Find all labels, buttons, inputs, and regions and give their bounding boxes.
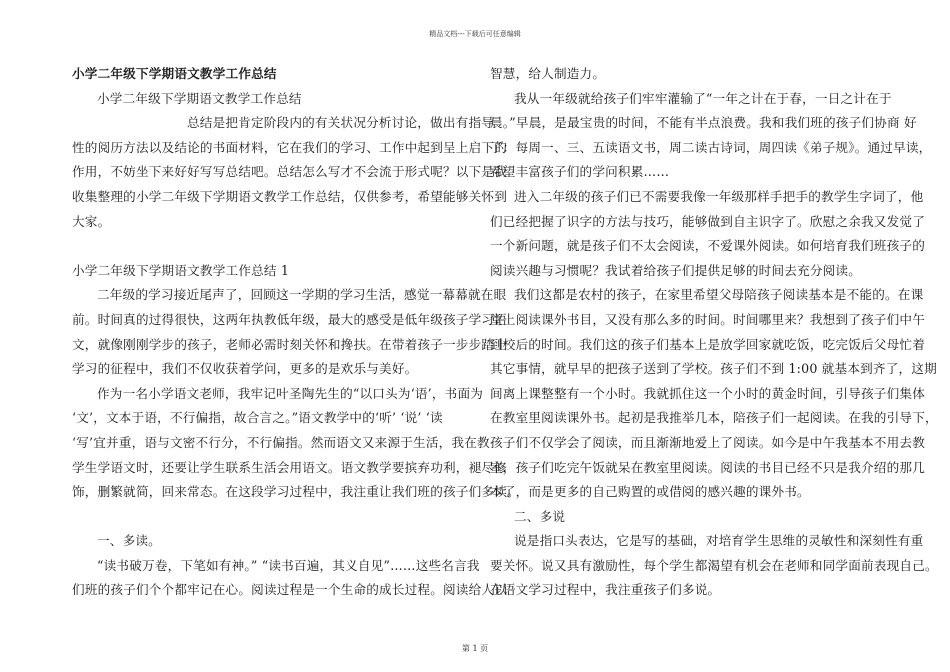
- page-header: 精品文档---下载后可任意编辑: [429, 30, 521, 38]
- text-line: 要关怀。说又具有激励性，每个学生都渴望有机会在老师和同学面前表现自己。: [490, 557, 938, 573]
- document-title: 小学二年级下学期语文教学工作总结: [72, 66, 277, 81]
- text-line: 智慧，给人制造力。: [490, 66, 606, 81]
- text-line: 希望丰富孩子们的学问积累……: [490, 164, 670, 180]
- text-line: 我从一年级就给孩子们牢牢灌输了“一年之计在于春，一日之计在于: [514, 90, 892, 106]
- text-line: 收集整理的小学二年级下学期语文教学工作总结，仅供参考，希望能够关怀到: [72, 188, 507, 204]
- text-line: 文，就像刚刚学步的孩子，老师必需时刻关怀和搀扶。在带着孩子一步步踏上: [72, 336, 507, 352]
- text-line: 在教室里阅读课外书。起初是我推举几本，陪孩子们一起阅读。在我的引导下，: [490, 410, 938, 426]
- text-line: 说是指口头表达，它是写的基础，对培育学生思维的灵敏性和深刻性有重: [514, 533, 924, 549]
- text-line: 孩子们不仅学会了阅读，而且渐渐地爱上了阅读。如今是中午我基本不用去教: [490, 434, 925, 450]
- text-line: 阅读兴趣与习惯呢？我试着给孩子们提供足够的时间去充分阅读。: [490, 262, 862, 278]
- text-line: 在语文学习过程中，我注重孩子们多说。: [490, 582, 721, 598]
- text-line: ‘文’，文本于语，不行偏指，故合言之。”语文教学中的‘听’ ‘说’ ‘读: [72, 410, 443, 426]
- text-line: 堂上阅读课外书目，又没有那么多的时间。时间哪里来？我想到了孩子们中午: [490, 311, 925, 327]
- text-line: 总结是把肯定阶段内的有关状况分析讨论，做出有指导: [187, 115, 495, 131]
- text-line: 二年级的学习接近尾声了，回顾这一学期的学习生活，感觉一幕幕就在眼: [97, 287, 507, 303]
- text-line: 小学二年级下学期语文教学工作总结 1: [72, 262, 290, 278]
- text-line: 大家。: [72, 213, 111, 229]
- right-column: [490, 62, 938, 603]
- page-footer: 第 1 页: [461, 644, 489, 653]
- text-line: 了：每周一、三、五读语文书，周二读古诗词，周四读《弟子规》。通过早读，: [490, 139, 932, 155]
- paragraph-gap: [72, 505, 464, 530]
- text-line: 们班的孩子们个个都牢记在心。阅读过程是一个生命的成长过程。阅读给人以: [72, 582, 507, 598]
- text-line: 学生学语文时，还要让学生联系生活会用语文。语文教学要摈弃功利，褪尽修: [72, 459, 507, 475]
- text-line: 其它事情，就早早的把孩子送到了学校。孩子们不到 1:00 就基本到齐了，这期: [490, 361, 937, 377]
- text-line: 作为一名小学语文老师，我牢记叶圣陶先生的“以口头为‘语’，书面为: [97, 385, 484, 401]
- text-line: 二、多说: [514, 508, 566, 524]
- text-line: ‘写’宜并重，语与文密不行分，不行偏指。然而语文又来源于生活，我在教: [72, 434, 490, 450]
- text-line: 室，孩子们吃完午饭就呆在教室里阅读。阅读的书目已经不只是我介绍的那几: [490, 459, 925, 475]
- text-line: 我们这都是农村的孩子，在家里希望父母陪孩子阅读基本是不能的。在课: [514, 287, 924, 303]
- text-line: 作用，不妨坐下来好好写写总结吧。总结怎么写才不会流于形式呢？以下是我: [72, 164, 507, 180]
- text-line: 一个新问题，就是孩子们不太会阅读，不爱课外阅读。如何培育我们班孩子的: [490, 238, 925, 254]
- text-line: 小学二年级下学期语文教学工作总结: [97, 90, 302, 106]
- paragraph-gap: [72, 234, 464, 259]
- text-line: 一、多读。: [97, 533, 161, 549]
- text-line: 进入二年级的孩子们已不需要我像一年级那样手把手的教学生字词了，他: [514, 188, 924, 204]
- text-line: 到校后的时间。我们这的孩子们基本上是放学回家就吃饭，吃完饭后父母忙着: [490, 336, 925, 352]
- left-column: [72, 62, 520, 603]
- text-line: 们已经把握了识字的方法与技巧，能够做到自主识字了。欣慰之余我又发觉了: [490, 213, 925, 229]
- text-line: “读书破万卷，下笔如有神。” “读书百遍，其义自见”……这些名言我: [97, 557, 480, 573]
- text-line: 学习的征程中，我们不仅收获着学问，更多的是欢乐与美好。: [72, 361, 418, 377]
- text-line: 间离上课整整有一个小时。我就抓住这一个小时的黄金时间，引导孩子们集体: [490, 385, 925, 401]
- text-line: 前。时间真的过得很快，这两年执教低年级，最大的感受是低年级孩子学习语: [72, 311, 507, 327]
- text-line: 性的阅历方法以及结论的书面材料，它在我们的学习、工作中起到呈上启下的: [72, 139, 507, 155]
- text-line: 饰，删繁就简，回来常态。在这段学习过程中，我注重让我们班的孩子们多读。: [72, 484, 520, 500]
- text-line: 晨。”早晨，是最宝贵的时间，不能有半点浪费。我和我们班的孩子们协商 好: [490, 115, 917, 131]
- text-line: 本了，而是更多的自己购置的或借阅的感兴趣的课外书。: [490, 484, 810, 500]
